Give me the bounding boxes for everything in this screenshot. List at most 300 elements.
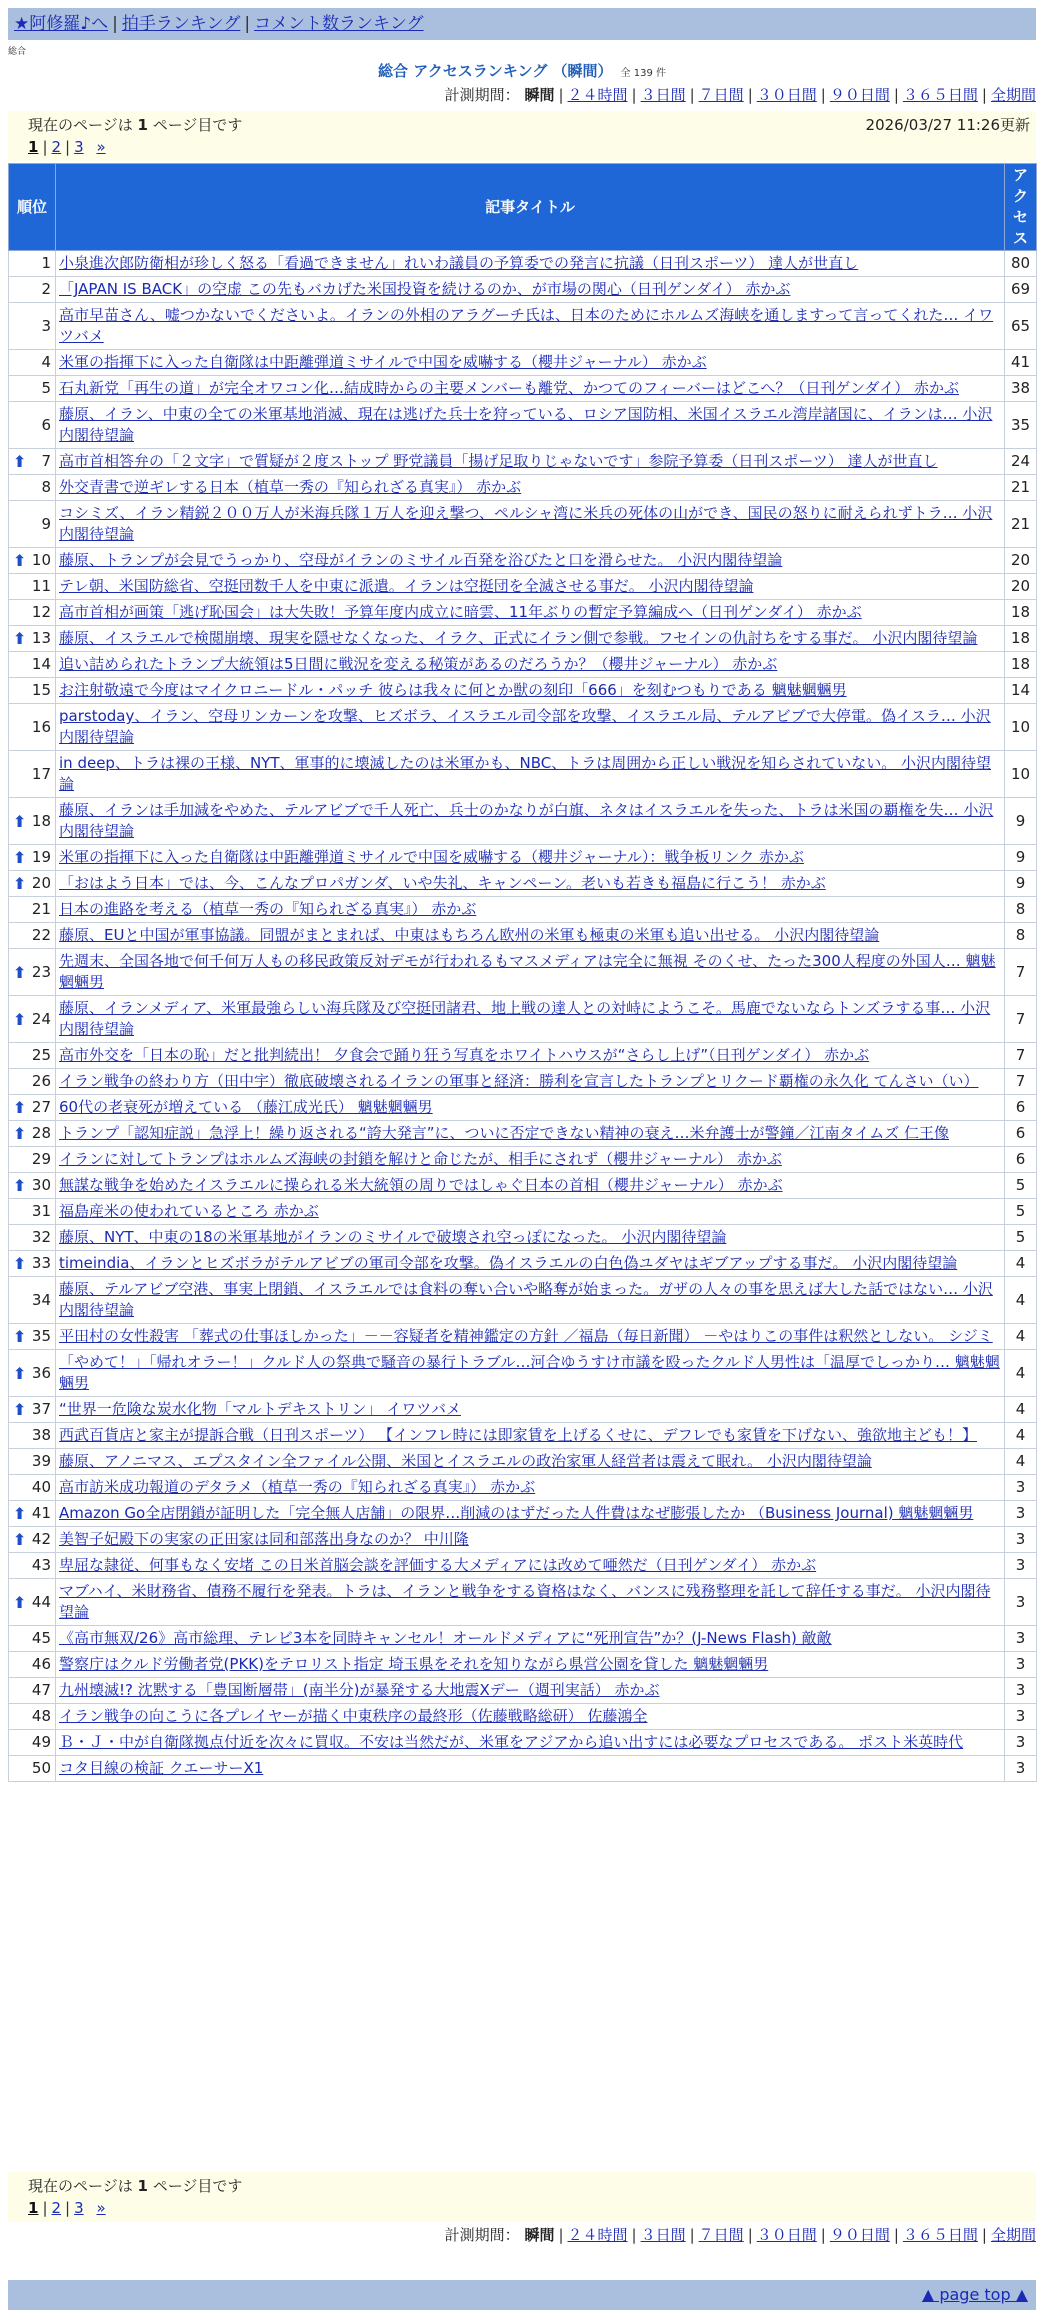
title-cell (56, 1173, 1005, 1199)
access-count: 10 (1005, 704, 1037, 751)
access-count: 3 (1005, 1501, 1037, 1527)
period-link-all[interactable]: 全期間 (990, 86, 1036, 104)
article-title-link[interactable]: 高市外交を「日本の恥」だと批判続出！ 夕食会で踊り狂う写真をホワイトハウスが“さらし上げ”（日刊ゲンダイ） 赤かぶ (59, 1046, 870, 1064)
title-cell (56, 897, 1005, 923)
title-cell (56, 678, 1005, 704)
article-title-link[interactable]: 藤原、アノニマス、エプスタイン全ファイル公開、米国とイスラエルの政治家軍人経営者は震えて眠れ。 小沢内閣待望論 (59, 1452, 872, 1470)
rank-cell (9, 996, 56, 1043)
rank-number: 7 (41, 452, 51, 470)
table-row (9, 1652, 1037, 1678)
title-cell (56, 1756, 1005, 1782)
table-row (9, 1251, 1037, 1277)
nav-link-asyura[interactable]: ★阿修羅♪へ (14, 14, 109, 34)
article-title-link[interactable]: 《高市無双/26》高市総理、テレビ3本を同時キャンセル！オールドメディアに“死刑宣告”か？(J-News Flash) 敵敵 (59, 1629, 832, 1647)
rank-up-arrow-icon: ⬆ (13, 1327, 27, 1346)
rank-up-arrow-icon: ⬆ (13, 1592, 27, 1612)
page-title (0, 60, 1044, 81)
rank-number: 26 (31, 1072, 51, 1090)
access-count: 8 (1005, 923, 1037, 949)
article-title-link[interactable]: 藤原、イランは手加減をやめた、テルアビブで千人死亡、兵士のかなりが白旗、ネタはイスラエルを失った、トラは米国の覇権を失… 小沢内閣待望論 (59, 801, 994, 840)
period-label: 計測期間： (444, 2226, 520, 2244)
table-row (9, 1069, 1037, 1095)
title-cell (56, 402, 1005, 449)
rank-number: 2 (41, 280, 51, 298)
article-title-link[interactable]: 「やめて！」「帰れオラー！」クルド人の祭典で騒音の暴行トラブル…河合ゆうすけ市議を殴ったクルド人男性は「温厚でしっかり… 魑魅魍魎男 (59, 1353, 1000, 1392)
access-count: 3 (1005, 1730, 1037, 1756)
article-title-link[interactable]: 藤原、イランメディア、米軍最強らしい海兵隊及び空挺団諸君、地上戦の達人との対峙にようこそ。馬鹿でないならトンズラする事… 小沢内閣待望論 (59, 999, 991, 1038)
top-nav-bar (8, 8, 1036, 40)
page-link-2[interactable]: 2 (51, 138, 62, 156)
rank-cell (9, 475, 56, 501)
rank-cell (9, 1251, 56, 1277)
col-title-header: 記事タイトル (56, 164, 1005, 251)
page-link-2[interactable]: 2 (51, 2199, 62, 2217)
rank-number: 40 (31, 1478, 51, 1496)
page-link-3[interactable]: 3 (74, 138, 84, 156)
period-selector-bottom: 計測期間： 瞬間 | ２４時間 | ３日間 | ７日間 | ３０日間 | ９０日間 | ３６５日間 | 全期間 (444, 2226, 1036, 2244)
access-count: 80 (1005, 251, 1037, 277)
period-link-30d[interactable]: ３０日間 (756, 86, 817, 104)
rank-number: 22 (31, 926, 51, 944)
rank-number: 6 (41, 415, 51, 434)
rank-cell (9, 1069, 56, 1095)
title-cell (56, 548, 1005, 574)
page-link-1[interactable]: 1 (28, 138, 39, 156)
access-count: 4 (1005, 1423, 1037, 1449)
access-count: 18 (1005, 600, 1037, 626)
pagination-bottom: 1 | 2 | 3 » (28, 2199, 106, 2217)
rank-number: 34 (31, 1290, 51, 1309)
rank-up-arrow-icon: ⬆ (13, 848, 27, 867)
access-count: 21 (1005, 501, 1037, 548)
rank-cell (9, 897, 56, 923)
rank-cell (9, 251, 56, 277)
article-title-link[interactable]: 藤原、トランプが会見でうっかり、空母がイランのミサイル百発を浴びたと口を滑らせた。 小沢内閣待望論 (59, 551, 783, 569)
category-label: 総合 (8, 47, 27, 57)
rank-number: 16 (31, 717, 51, 736)
rank-number: 9 (41, 514, 51, 533)
title-cell (56, 1199, 1005, 1225)
title-cell (56, 949, 1005, 996)
access-count: 6 (1005, 1147, 1037, 1173)
rank-cell (9, 1475, 56, 1501)
access-count: 9 (1005, 845, 1037, 871)
rank-up-arrow-icon: ⬆ (13, 1009, 27, 1029)
article-title-link[interactable]: Ｂ・Ｊ・中が自衛隊拠点付近を次々に買収。不安は当然だが、米軍をアジアから追い出すには必要なプロセスである。 ポスト米英時代 (59, 1733, 964, 1751)
rank-number: 23 (31, 962, 51, 981)
access-count: 3 (1005, 1527, 1037, 1553)
period-link-90d[interactable]: ９０日間 (829, 86, 890, 104)
article-title-link[interactable]: 藤原、イラン、中東の全ての米軍基地消滅、現在は逃げた兵士を狩っている、ロシア国防相、米国イスラエル湾岸諸国に、イランは… 小沢内閣待望論 (59, 405, 993, 444)
title-cell (56, 1527, 1005, 1553)
nav-link-comment-ranking[interactable]: コメント数ランキング (254, 14, 424, 34)
rank-cell (9, 751, 56, 798)
article-title-link[interactable]: 美智子妃殿下の実家の正田家は同和部落出身なのか？ 中川隆 (59, 1530, 469, 1548)
rank-cell (9, 1121, 56, 1147)
article-title-link[interactable]: テレ朝、米国防総省、空挺団数千人を中東に派遣。イランは空挺団を全滅させる事だ。 小沢内閣待望論 (59, 577, 754, 595)
rank-cell (9, 1527, 56, 1553)
article-title-link[interactable]: 高市首相が画策「逃げ恥国会」は大失敗！予算年度内成立に暗雲、11年ぶりの暫定予算編成へ（日刊ゲンダイ） 赤かぶ (59, 603, 862, 621)
table-row (9, 626, 1037, 652)
col-rank-header: 順位 (9, 164, 56, 251)
rank-number: 8 (41, 478, 51, 496)
footer-bar (8, 2280, 1036, 2310)
rank-up-arrow-icon: ⬆ (13, 452, 27, 471)
article-title-link[interactable]: 高市首相答弁の「２文字」で質疑が２度ストップ 野党議員「揚げ足取りじゃないです」参院予算委（日刊スポーツ） 達人が世直し (59, 452, 938, 470)
rank-cell (9, 402, 56, 449)
rank-cell (9, 1449, 56, 1475)
article-title-link[interactable]: マブハイ、米財務省、債務不履行を発表。トラは、イランと戦争をする資格はなく、バンスに残務整理を託して辞任する事だ。 小沢内閣待望論 (59, 1582, 991, 1621)
rank-cell (9, 1173, 56, 1199)
rank-up-arrow-icon: ⬆ (13, 874, 27, 893)
table-row (9, 376, 1037, 402)
title-cell (56, 1095, 1005, 1121)
table-row (9, 1324, 1037, 1350)
period-link-all[interactable]: 全期間 (990, 2226, 1036, 2244)
article-title-link[interactable]: 藤原、EUと中国が軍事協議。同盟がまとまれば、中東はもちろん欧州の米軍も極東の米軍も追い出せる。 小沢内閣待望論 (59, 926, 880, 944)
rank-cell (9, 1501, 56, 1527)
rank-cell (9, 1225, 56, 1251)
rank-number: 28 (31, 1124, 51, 1142)
access-count: 8 (1005, 897, 1037, 923)
access-count: 18 (1005, 652, 1037, 678)
rank-number: 33 (31, 1254, 51, 1272)
rank-cell (9, 1553, 56, 1579)
title-cell (56, 751, 1005, 798)
page-title-text: 総合 アクセスランキング （瞬間） (378, 62, 613, 80)
title-cell (56, 574, 1005, 600)
title-cell (56, 845, 1005, 871)
rank-number: 19 (31, 848, 51, 866)
article-title-link[interactable]: 「おはよう日本」では、今、こんなプロパガンダ、いや失礼、キャンペーン。老いも若きも福島に行こう！ 赤かぶ (59, 874, 826, 892)
title-cell (56, 600, 1005, 626)
title-cell (56, 1350, 1005, 1397)
article-title-link[interactable]: in deep、トラは裸の王様、NYT、軍事的に壊滅したのは米軍かも、NBC、トラは周囲から正しい戦況を知らされていない。 小沢内閣待望論 (59, 754, 991, 793)
title-cell (56, 501, 1005, 548)
title-cell (56, 251, 1005, 277)
article-title-link[interactable]: 石丸新党「再生の道」が完全オワコン化…結成時からの主要メンバーも離党、かつてのフィーバーはどこへ？（日刊ゲンダイ） 赤かぶ (59, 379, 959, 397)
article-title-link[interactable]: 先週末、全国各地で何千何万人もの移民政策反対デモが行われるもマスメディアは完全に無視 そのくせ、たった300人程度の外国人… 魑魅魍魎男 (59, 952, 996, 991)
table-row (9, 277, 1037, 303)
table-row (9, 1527, 1037, 1553)
rank-cell (9, 798, 56, 845)
rank-cell (9, 574, 56, 600)
title-cell (56, 449, 1005, 475)
table-row (9, 1199, 1037, 1225)
table-row (9, 1397, 1037, 1423)
period-link-365d[interactable]: ３６５日間 (902, 2226, 978, 2244)
access-count: 35 (1005, 402, 1037, 449)
page-info-bottom (8, 2172, 1036, 2222)
article-title-link[interactable]: コタ目線の検証 クエーサーX1 (59, 1759, 264, 1777)
table-row (9, 1475, 1037, 1501)
article-title-link[interactable]: 追い詰められたトランプ大統領は5日間に戦況を変える秘策があるのだろうか？（櫻井ジャーナル） 赤かぶ (59, 655, 778, 673)
nav-separator: | (112, 14, 118, 34)
rank-number: 10 (31, 551, 51, 569)
rank-number: 37 (31, 1400, 51, 1418)
rank-number: 29 (31, 1150, 51, 1168)
rank-cell (9, 1678, 56, 1704)
title-cell (56, 996, 1005, 1043)
period-link-3d[interactable]: ３日間 (640, 2226, 686, 2244)
article-title-link[interactable]: 小泉進次郎防衛相が珍しく怒る「看過できません」れいわ議員の予算委での発言に抗議（日刊スポーツ） 達人が世直し (59, 254, 859, 272)
access-count: 20 (1005, 574, 1037, 600)
rank-cell (9, 350, 56, 376)
title-cell (56, 1251, 1005, 1277)
access-count: 3 (1005, 1626, 1037, 1652)
access-count: 41 (1005, 350, 1037, 376)
table-row (9, 1501, 1037, 1527)
rank-cell (9, 1350, 56, 1397)
period-link-365d[interactable]: ３６５日間 (902, 86, 978, 104)
table-row (9, 574, 1037, 600)
article-title-link[interactable]: イランに対してトランプはホルムズ海峡の封鎖を解けと命じたが、相手にされず（櫻井ジャーナル） 赤かぶ (59, 1150, 782, 1168)
article-title-link[interactable]: parstoday、イラン、空母リンカーンを攻撃、ヒズボラ、イスラエル司令部を攻撃、イスラエル局、テルアビブで大停電。偽イスラ… 小沢内閣待望論 (59, 707, 991, 746)
rank-cell (9, 678, 56, 704)
rank-number: 43 (31, 1556, 51, 1574)
page-link-1[interactable]: 1 (28, 2199, 39, 2217)
title-cell (56, 1147, 1005, 1173)
article-title-link[interactable]: 米軍の指揮下に入った自衛隊は中距離弾道ミサイルで中国を威嚇する（櫻井ジャーナル）：戦争板リンク 赤かぶ (59, 848, 804, 866)
rank-cell (9, 1277, 56, 1324)
rank-number: 25 (31, 1046, 51, 1064)
period-link-7d[interactable]: ７日間 (698, 2226, 744, 2244)
period-link-90d[interactable]: ９０日間 (829, 2226, 890, 2244)
period-selector-top: 計測期間： 瞬間 | ２４時間 | ３日間 | ７日間 | ３０日間 | ９０日間 | ３６５日間 | 全期間 (444, 86, 1036, 104)
article-title-link[interactable]: 藤原、テルアビブ空港、事実上閉鎖、イスラエルでは食料の奪い合いや略奪が始まった。ガザの人々の事を思えば大した話ではない… 小沢内閣待望論 (59, 1280, 993, 1319)
article-title-link[interactable]: 警察庁はクルド労働者党(PKK)をテロリスト指定 埼玉県をそれを知りながら県営公園を貸した 魑魅魍魎男 (59, 1655, 769, 1673)
table-row (9, 1043, 1037, 1069)
rank-number: 1 (41, 254, 51, 272)
access-count: 3 (1005, 1652, 1037, 1678)
rank-cell (9, 303, 56, 350)
rank-cell (9, 1095, 56, 1121)
table-row (9, 897, 1037, 923)
rank-number: 31 (31, 1202, 51, 1220)
rank-number: 17 (31, 764, 51, 783)
rank-cell (9, 1730, 56, 1756)
table-row (9, 475, 1037, 501)
table-row (9, 845, 1037, 871)
title-cell (56, 303, 1005, 350)
rank-cell (9, 1756, 56, 1782)
page-link-3[interactable]: 3 (74, 2199, 84, 2217)
title-cell (56, 1225, 1005, 1251)
rank-number: 5 (41, 379, 51, 397)
title-cell (56, 1423, 1005, 1449)
article-title-link[interactable]: 外交青書で逆ギレする日本（植草一秀の『知られざる真実』） 赤かぶ (59, 478, 522, 496)
table-row (9, 1626, 1037, 1652)
ranking-table-body (9, 251, 1037, 1782)
access-count: 24 (1005, 449, 1037, 475)
table-row (9, 652, 1037, 678)
rank-number: 12 (31, 603, 51, 621)
article-title-link[interactable]: 高市早苗さん、嘘つかないでくださいよ。イランの外相のアラグーチ氏は、日本のためにホルムズ海峡を通しますって言ってくれた… イワツバメ (59, 306, 994, 345)
table-row (9, 1423, 1037, 1449)
table-row (9, 251, 1037, 277)
table-row (9, 1756, 1037, 1782)
rank-number: 44 (31, 1592, 51, 1611)
rank-up-arrow-icon: ⬆ (13, 811, 27, 831)
current-page-text-bottom: 現在のページは 1 ページ目です (28, 2177, 243, 2195)
total-count: 全 139 件 (620, 68, 666, 79)
rank-cell (9, 626, 56, 652)
table-row (9, 1277, 1037, 1324)
article-title-link[interactable]: timeindia、イランとヒズボラがテルアビブの軍司令部を攻撃。偽イスラエルの白色偽ユダヤはギブアップする事だ。 小沢内閣待望論 (59, 1254, 958, 1272)
access-count: 6 (1005, 1121, 1037, 1147)
page-top-link[interactable]: ▲ page top ▲ (921, 2285, 1028, 2304)
article-title-link[interactable]: 米軍の指揮下に入った自衛隊は中距離弾道ミサイルで中国を威嚇する（櫻井ジャーナル） 赤かぶ (59, 353, 707, 371)
access-count: 3 (1005, 1678, 1037, 1704)
period-link-24h[interactable]: ２４時間 (567, 2226, 628, 2244)
rank-number: 41 (31, 1504, 51, 1522)
title-cell (56, 1324, 1005, 1350)
rank-cell (9, 1397, 56, 1423)
table-header-row (9, 164, 1037, 251)
rank-number: 49 (31, 1733, 51, 1751)
title-cell (56, 1652, 1005, 1678)
table-row (9, 949, 1037, 996)
article-title-link[interactable]: 九州壊滅!? 沈黙する「豊国断層帯」(南半分)が暴発する大地震Xデー（週刊実話） 赤かぶ (59, 1681, 660, 1699)
rank-cell (9, 1147, 56, 1173)
access-count: 3 (1005, 1475, 1037, 1501)
rank-number: 39 (31, 1452, 51, 1470)
article-title-link[interactable]: “世界一危険な炭水化物「マルトデキストリン」 イワツバメ (59, 1400, 461, 1418)
article-title-link[interactable]: 藤原、イスラエルで検閲崩壊、現実を隠せなくなった、イラク、正式にイラン側で参戦。フセインの仇討ちをする事だ。 小沢内閣待望論 (59, 629, 978, 647)
rank-up-arrow-icon: ⬆ (13, 1098, 27, 1117)
period-link-3d[interactable]: ３日間 (640, 86, 686, 104)
title-cell (56, 798, 1005, 845)
rank-number: 14 (31, 655, 51, 673)
title-cell (56, 1475, 1005, 1501)
rank-up-arrow-icon: ⬆ (13, 1254, 27, 1273)
rank-cell (9, 501, 56, 548)
title-cell (56, 1730, 1005, 1756)
title-cell (56, 923, 1005, 949)
period-link-30d[interactable]: ３０日間 (756, 2226, 817, 2244)
rank-cell (9, 1043, 56, 1069)
rank-number: 50 (31, 1759, 51, 1777)
rank-number: 20 (31, 874, 51, 892)
rank-up-arrow-icon: ⬆ (13, 629, 27, 648)
title-cell (56, 626, 1005, 652)
rank-cell (9, 548, 56, 574)
article-title-link[interactable]: 60代の老衰死が増えている （藤江成光氏） 魑魅魍魎男 (59, 1098, 433, 1116)
updated-timestamp: 2026/03/27 11:26更新 (865, 116, 1030, 134)
rank-number: 46 (31, 1655, 51, 1673)
title-cell (56, 1626, 1005, 1652)
table-row (9, 600, 1037, 626)
table-row (9, 678, 1037, 704)
article-title-link[interactable]: 卑屈な隷従、何事もなく安堵 この日米首脳会談を評価する大メディアには改めて唖然だ（日刊ゲンダイ） 赤かぶ (59, 1556, 817, 1574)
access-count: 5 (1005, 1173, 1037, 1199)
table-row (9, 1225, 1037, 1251)
access-count: 4 (1005, 1350, 1037, 1397)
page-next-link[interactable]: » (96, 138, 106, 156)
table-row (9, 798, 1037, 845)
article-title-link[interactable]: イラン戦争の向こうに各プレイヤーが描く中東秩序の最終形（佐藤戦略総研） 佐藤鴻全 (59, 1707, 648, 1725)
access-count: 10 (1005, 751, 1037, 798)
access-count: 3 (1005, 1579, 1037, 1626)
table-row (9, 923, 1037, 949)
access-count: 3 (1005, 1756, 1037, 1782)
rank-number: 24 (31, 1009, 51, 1028)
table-row (9, 1095, 1037, 1121)
table-row (9, 1147, 1037, 1173)
rank-cell (9, 376, 56, 402)
access-count: 9 (1005, 871, 1037, 897)
article-title-link[interactable]: 平田村の女性殺害 「葬式の仕事ほしかった」－－容疑者を精神鑑定の方針 ／福島（毎日新聞） －やはりこの事件は釈然としない。 シジミ (59, 1327, 993, 1345)
title-cell (56, 704, 1005, 751)
table-row (9, 1678, 1037, 1704)
article-title-link[interactable]: 無謀な戦争を始めたイスラエルに操られる米大統領の周りではしゃぐ日本の首相（櫻井ジャーナル） 赤かぶ (59, 1176, 783, 1194)
current-page-text: 現在のページは 1 ページ目です (28, 116, 243, 134)
table-row (9, 449, 1037, 475)
page-info-top (8, 111, 1036, 161)
article-title-link[interactable]: 日本の進路を考える（植草一秀の『知られざる真実』） 赤かぶ (59, 900, 477, 918)
rank-number: 42 (31, 1530, 51, 1548)
rank-up-arrow-icon: ⬆ (13, 1400, 27, 1419)
rank-cell (9, 652, 56, 678)
rank-number: 4 (41, 353, 51, 371)
rank-cell (9, 1199, 56, 1225)
article-title-link[interactable]: 藤原、NYT、中東の18の米軍基地がイランのミサイルで破壊され空っぽになった。 小沢内閣待望論 (59, 1228, 727, 1246)
rank-number: 38 (31, 1426, 51, 1444)
table-row (9, 704, 1037, 751)
table-row (9, 501, 1037, 548)
nav-link-applause-ranking[interactable]: 拍手ランキング (121, 14, 241, 34)
page-next-link[interactable]: » (96, 2199, 106, 2217)
rank-number: 35 (31, 1327, 51, 1345)
table-row (9, 751, 1037, 798)
rank-cell (9, 949, 56, 996)
article-title-link[interactable]: Amazon Go全店閉鎖が証明した「完全無人店舗」の限界…削減のはずだった人件費はなぜ膨張したか （Business Journal) 魑魅魍魎男 (59, 1504, 974, 1522)
article-title-link[interactable]: 西武百貨店と家主が提訴合戦（日刊スポーツ） 【インフレ時には即家賃を上げるくせに、デフレでも家賃を下げない、強欲地主ども！】 (59, 1426, 977, 1444)
access-count: 5 (1005, 1225, 1037, 1251)
period-link-24h[interactable]: ２４時間 (567, 86, 628, 104)
table-row (9, 871, 1037, 897)
article-title-link[interactable]: お注射敬遠で今度はマイクロニードル・パッチ 彼らは我々に何とか獣の刻印「666」を刻むつもりである 魑魅魍魎男 (59, 681, 847, 699)
rank-up-arrow-icon: ⬆ (13, 1530, 27, 1549)
title-cell (56, 1043, 1005, 1069)
access-count: 4 (1005, 1397, 1037, 1423)
rank-cell (9, 600, 56, 626)
table-row (9, 1121, 1037, 1147)
period-current: 瞬間 (524, 86, 555, 104)
article-title-link[interactable]: トランプ「認知症説」急浮上！繰り返される“誇大発言”に、ついに否定できない精神の衰え…米弁護士が警鐘／江南タイムズ 仁王像 (59, 1124, 950, 1142)
rank-number: 13 (31, 629, 51, 647)
rank-number: 36 (31, 1363, 51, 1382)
article-title-link[interactable]: 「JAPAN IS BACK」の空虚 この先もバカげた米国投資を続けるのか、が市場の関心（日刊ゲンダイ） 赤かぶ (59, 280, 791, 298)
table-row (9, 1449, 1037, 1475)
rank-cell (9, 704, 56, 751)
article-title-link[interactable]: コシミズ、イラン精鋭２００万人が米海兵隊１万人を迎え撃つ、ペルシャ湾に米兵の死体の山ができ、国民の怒りに耐えられずトラ… 小沢内閣待望論 (59, 504, 993, 543)
access-count: 7 (1005, 1043, 1037, 1069)
rank-number: 48 (31, 1707, 51, 1725)
table-row (9, 548, 1037, 574)
article-title-link[interactable]: 高市訪米成功報道のデタラメ（植草一秀の『知られざる真実』） 赤かぶ (59, 1478, 536, 1496)
title-cell (56, 1449, 1005, 1475)
title-cell (56, 1678, 1005, 1704)
rank-up-arrow-icon: ⬆ (13, 1176, 27, 1195)
rank-up-arrow-icon: ⬆ (13, 1363, 27, 1383)
table-row (9, 1350, 1037, 1397)
title-cell (56, 475, 1005, 501)
article-title-link[interactable]: イラン戦争の終わり方（田中宇）徹底破壊されるイランの軍事と経済：勝利を宣言したトランプとリクード覇権の永久化 てんさい（い） (59, 1072, 979, 1090)
article-title-link[interactable]: 福島産米の使われているところ 赤かぶ (59, 1202, 319, 1220)
table-row (9, 303, 1037, 350)
period-link-7d[interactable]: ７日間 (698, 86, 744, 104)
